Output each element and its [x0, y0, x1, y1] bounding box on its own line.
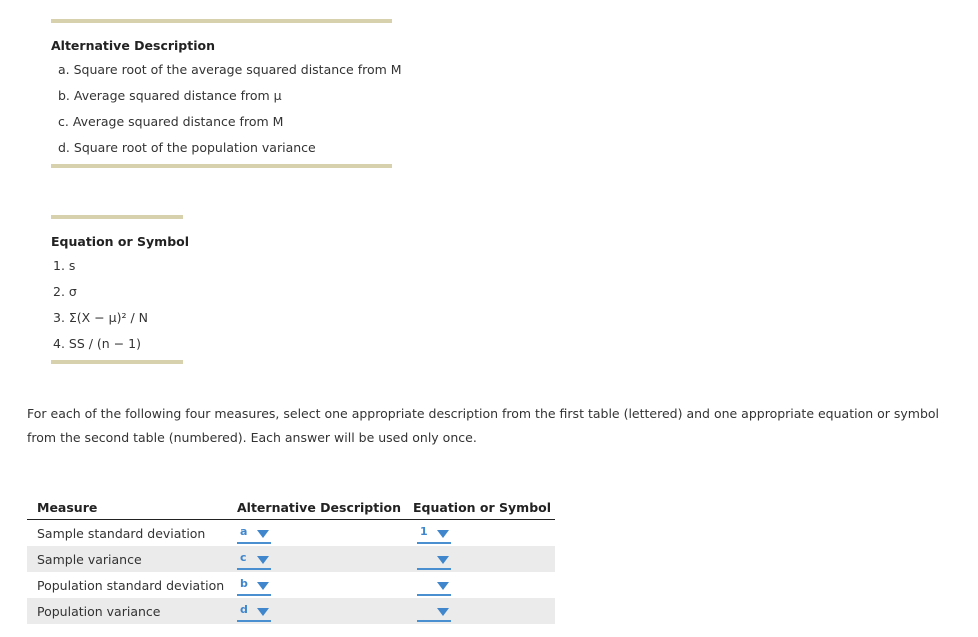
answer-table-header: [27, 497, 555, 520]
measure-label: Population variance: [37, 604, 161, 619]
alternative-dropdown[interactable]: [237, 550, 271, 570]
equation-item-1: 1. s: [53, 258, 76, 273]
alternative-dropdown[interactable]: [237, 602, 271, 622]
instructions-text: For each of the following four measures, select one appropriate description from the first table (lettered) and one appropriate equation or symbol from the second table (numbered). Each answer will be used only once.: [27, 406, 940, 445]
chevron-down-icon: [257, 530, 269, 538]
answer-table: [27, 497, 555, 624]
equation-column-header: Equation or Symbol: [413, 500, 552, 515]
table-row: [27, 598, 555, 624]
table-row: [27, 520, 555, 546]
alternative-description-header: Alternative Description: [51, 38, 215, 53]
dropdown-value: d: [240, 603, 248, 616]
alternative-item-c: c. Average squared distance from M: [58, 114, 284, 129]
chevron-down-icon: [257, 556, 269, 564]
alternative-dropdown[interactable]: [237, 576, 271, 596]
chevron-down-icon: [437, 556, 449, 564]
chevron-down-icon: [257, 608, 269, 616]
measure-label: Sample standard deviation: [37, 526, 206, 541]
equation-item-3: 3. Σ(X − μ)² / N: [53, 310, 149, 325]
chevron-down-icon: [437, 608, 449, 616]
alternative-item-b: b. Average squared distance from μ: [58, 88, 282, 103]
equation-symbol-header: Equation or Symbol: [51, 234, 190, 249]
measure-label: Sample variance: [37, 552, 142, 567]
measure-label: Population standard deviation: [37, 578, 225, 593]
equation-dropdown[interactable]: [417, 524, 451, 544]
equation-dropdown[interactable]: [417, 576, 451, 596]
equation-dropdown[interactable]: [417, 602, 451, 622]
measure-column-header: Measure: [37, 500, 98, 515]
dropdown-value: b: [240, 577, 248, 590]
equation-item-4: 4. SS / (n − 1): [53, 336, 141, 351]
equation-dropdown[interactable]: [417, 550, 451, 570]
chevron-down-icon: [257, 582, 269, 590]
equation-item-2: 2. σ: [53, 284, 77, 299]
chevron-down-icon: [437, 582, 449, 590]
dropdown-value: c: [240, 551, 247, 564]
table-row: [27, 572, 555, 598]
dropdown-value: 1: [420, 525, 428, 538]
alternative-column-header: Alternative Description: [237, 500, 401, 515]
alternative-item-a: a. Square root of the average squared distance from M: [58, 62, 402, 77]
equation-symbol-table: [51, 215, 190, 364]
table-row: [27, 546, 555, 572]
alternative-dropdown[interactable]: [237, 524, 271, 544]
alternative-item-d: d. Square root of the population variance: [58, 140, 316, 155]
chevron-down-icon: [437, 530, 449, 538]
alternative-description-table: [51, 19, 402, 168]
dropdown-value: a: [240, 525, 248, 538]
